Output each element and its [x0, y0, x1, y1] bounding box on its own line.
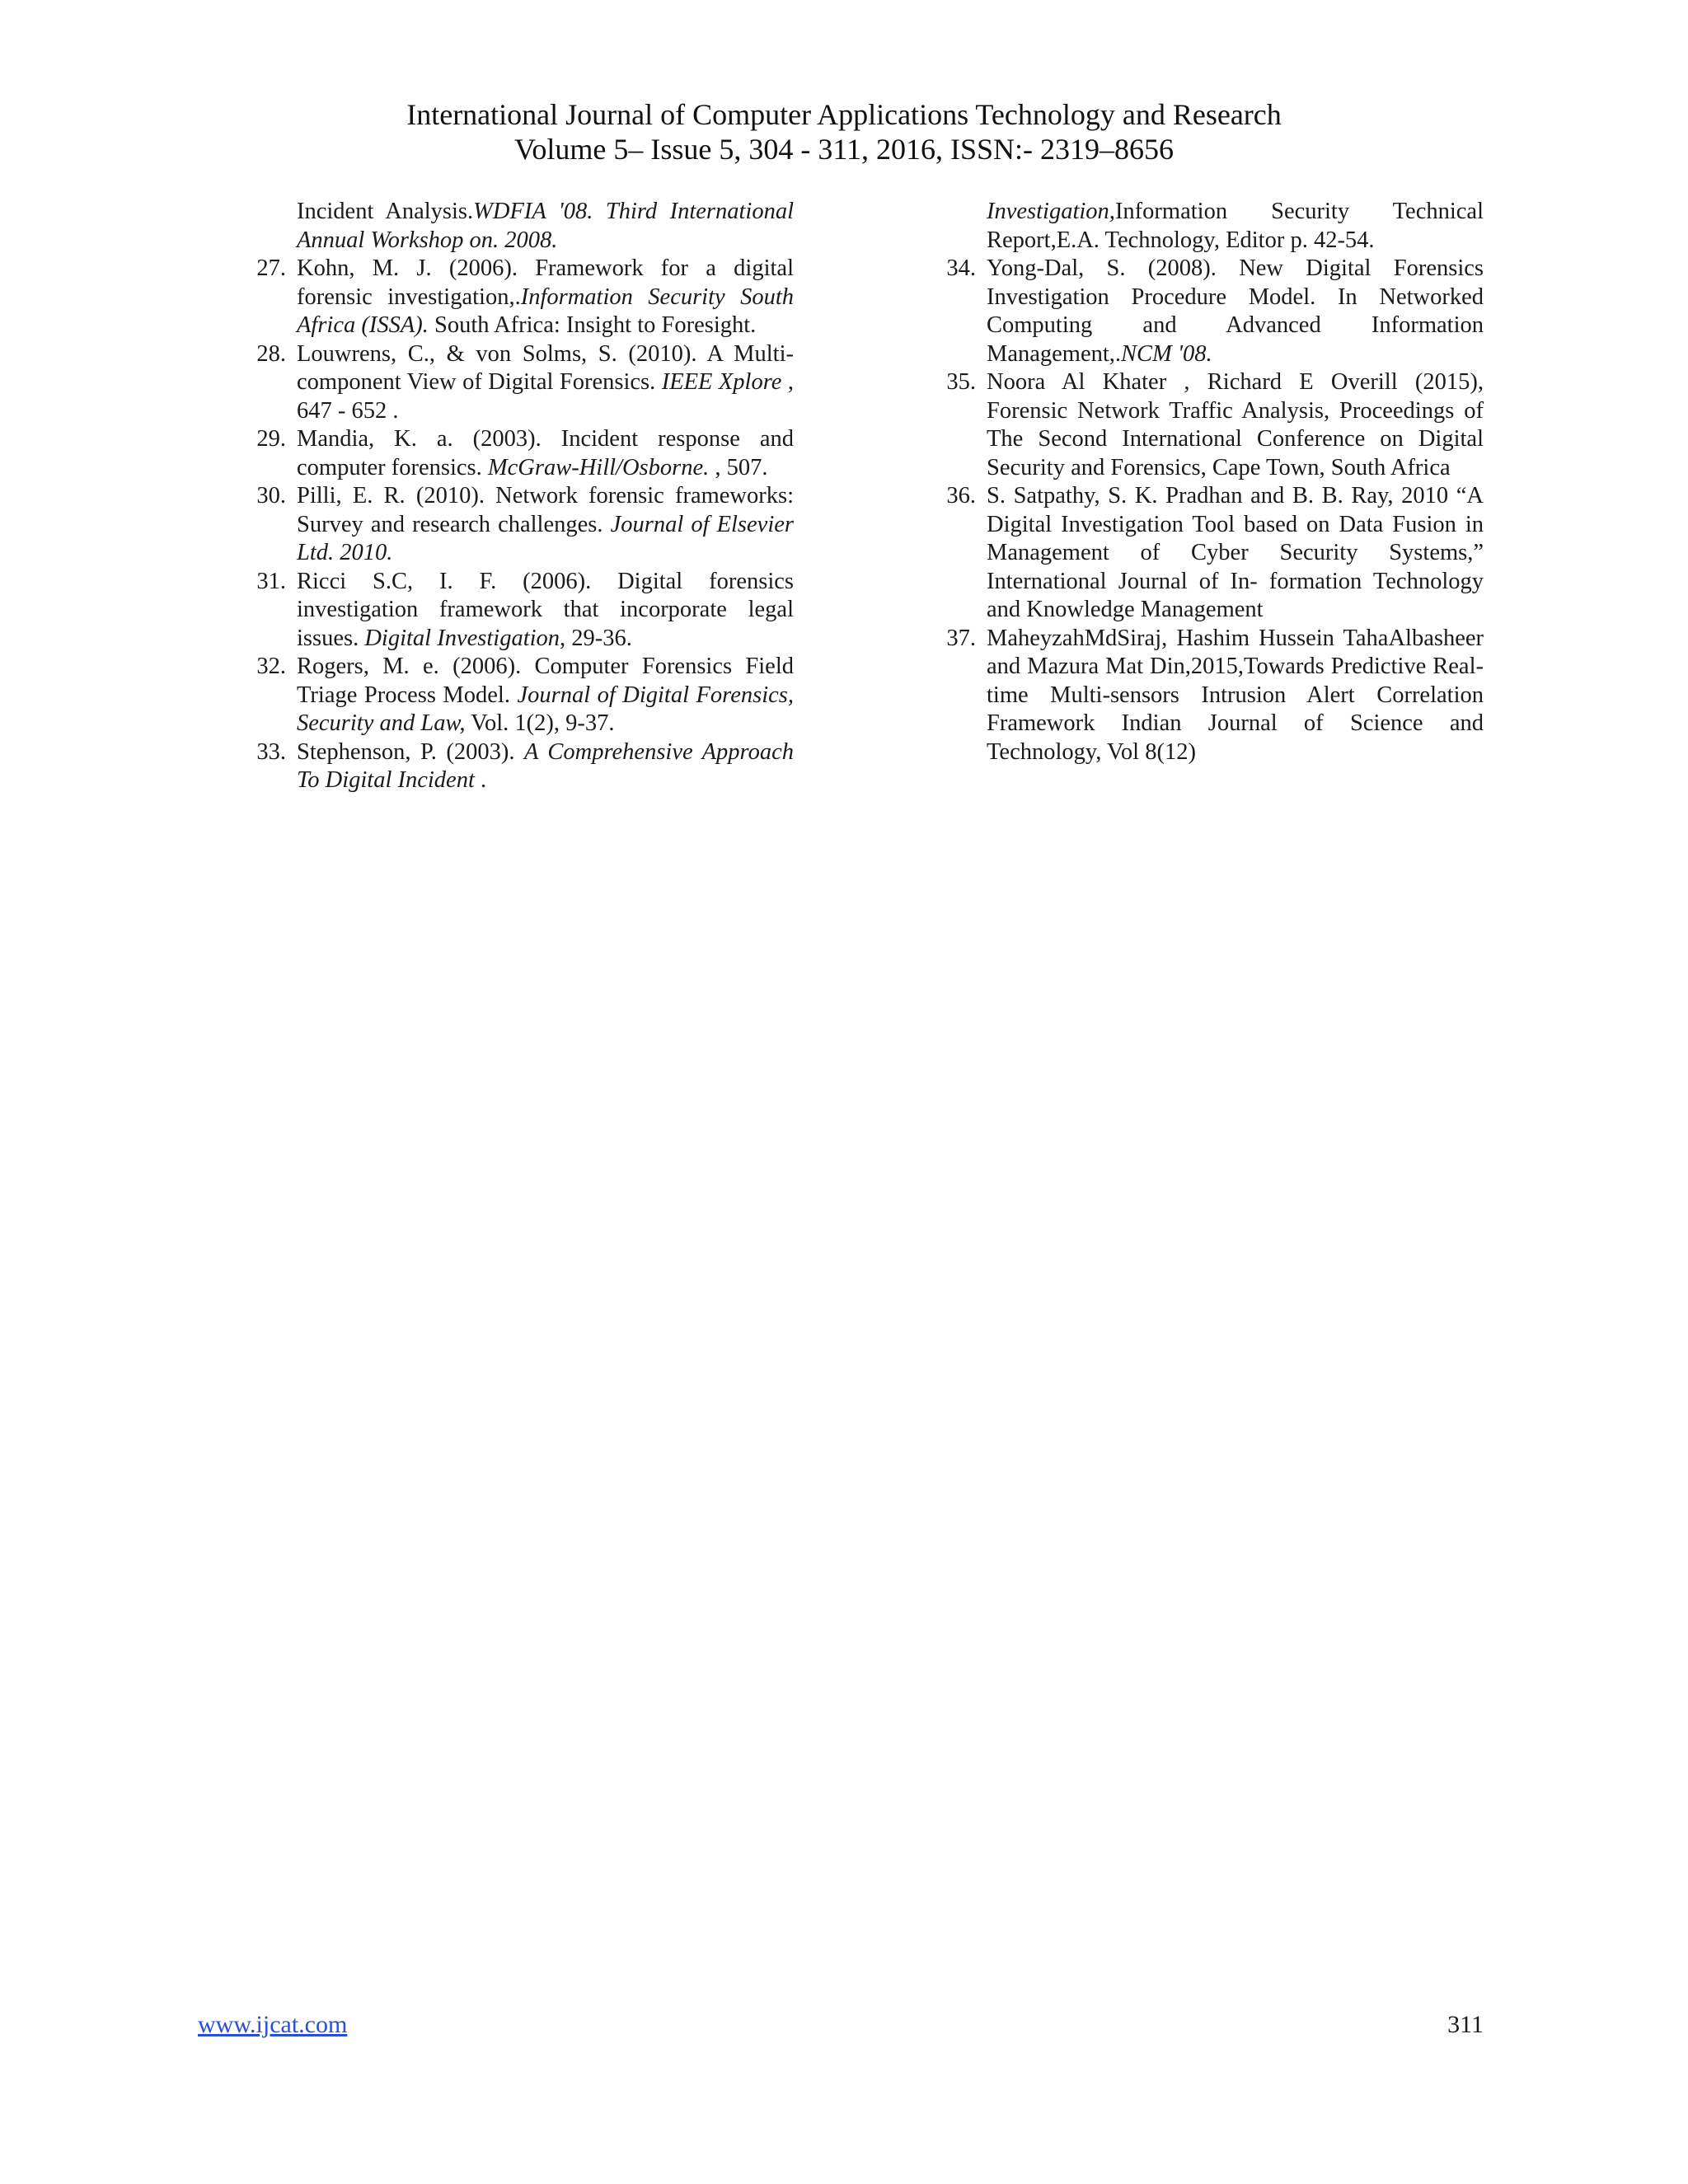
reference-number: 29. — [256, 426, 286, 452]
reference-fragment: Rogers, M. e. (2006). Computer Forensics Field Triage Process Model. — [297, 654, 794, 708]
reference-number: 33. — [256, 738, 286, 765]
reference-fragment: Mandia, K. a. (2003). Incident response and computer forensics. — [297, 426, 794, 480]
reference-fragment: Vol. 1(2), 9-37. — [465, 710, 615, 736]
reference-fragment: South Africa: Insight to Foresight. — [428, 312, 757, 338]
reference-item — [243, 653, 794, 738]
reference-italic-fragment: NCM '08. — [1121, 340, 1212, 367]
journal-volume-info: Volume 5– Issue 5, 304 - 311, 2016, ISSN:- 2319–8656 — [514, 133, 1174, 166]
reference-text — [987, 255, 1484, 367]
reference-fragment: Kohn, M. J. (2006). Framework for a digital forensic investigation,. — [297, 255, 794, 310]
reference-italic-fragment: WDFIA '08. Third International Annual Workshop on. 2008. — [297, 199, 794, 253]
reference-number: 27. — [256, 255, 286, 281]
reference-item — [243, 340, 794, 426]
reference-fragment: , 29-36. — [560, 625, 632, 651]
reference-fragment: , 647 - 652 . — [297, 369, 795, 424]
reference-item — [243, 738, 794, 795]
references-column-left — [243, 198, 794, 795]
reference-item — [243, 482, 794, 568]
journal-website-link[interactable]: www.ijcat.com — [198, 2011, 348, 2038]
reference-fragment: Ricci S.C, I. F. (2006). Digital forensics investigation framework that incorporate legal issues. — [297, 568, 794, 651]
references-column-right — [933, 198, 1484, 766]
reference-fragment: S. Satpathy, S. K. Pradhan and B. B. Ray, 2010 “A Digital Investigation Tool based on Data Fusion in Management of Cyber Security Systems,” International Journal of In- formation Technology and Knowledge Management — [987, 483, 1484, 622]
reference-fragment: Pilli, E. R. (2010). Network forensic frameworks: Survey and research challenges. — [297, 483, 794, 537]
reference-item — [933, 368, 1484, 482]
reference-text — [297, 199, 794, 253]
reference-text — [987, 626, 1484, 765]
reference-number: 31. — [256, 568, 286, 594]
reference-item — [243, 255, 794, 340]
reference-text — [987, 199, 1484, 253]
reference-italic-fragment: A Comprehensive Approach To Digital Incident — [297, 738, 794, 793]
reference-item — [243, 198, 794, 255]
reference-fragment: Stephenson, P. (2003). — [297, 738, 524, 765]
reference-number: 34. — [946, 255, 976, 281]
reference-number: 32. — [256, 654, 286, 679]
reference-fragment: Information Security Technical Report,E.A. Technology, Editor p. 42-54. — [987, 199, 1484, 253]
reference-item — [933, 255, 1484, 368]
reference-italic-fragment: Investigation, — [987, 199, 1115, 224]
reference-item — [243, 568, 794, 654]
reference-text — [297, 426, 794, 480]
reference-text — [297, 739, 794, 794]
reference-fragment: . — [474, 767, 487, 793]
journal-title: International Journal of Computer Applications Technology and Research — [406, 98, 1282, 131]
reference-italic-fragment: IEEE Xplore — [661, 369, 782, 395]
reference-number: 37. — [946, 625, 976, 651]
reference-item — [243, 425, 794, 482]
reference-number: 36. — [946, 483, 976, 509]
reference-item — [933, 198, 1484, 255]
reference-text — [297, 255, 794, 338]
reference-italic-fragment: Journal of Digital Forensics, Security and Law, — [297, 682, 794, 736]
reference-number: 30. — [256, 483, 286, 509]
reference-italic-fragment: Journal of Elsevier Ltd. 2010. — [297, 511, 794, 565]
reference-text — [987, 483, 1484, 622]
reference-fragment: Incident Analysis. — [297, 199, 474, 224]
reference-number: 28. — [256, 340, 286, 367]
reference-text — [297, 569, 794, 651]
reference-text — [297, 654, 794, 736]
reference-italic-fragment: Digital Investigation — [364, 625, 560, 651]
reference-item — [933, 482, 1484, 625]
reference-item — [933, 625, 1484, 767]
reference-text — [297, 341, 794, 424]
reference-fragment: Yong-Dal, S. (2008). New Digital Forensics Investigation Procedure Model. In Networked Computing and Advanced Information Management,. — [987, 255, 1484, 367]
reference-fragment: Louwrens, C., & von Solms, S. (2010). A Multi-component View of Digital Forensics. — [297, 340, 794, 395]
journal-header — [0, 97, 1688, 166]
reference-number: 35. — [946, 369, 976, 395]
reference-text — [987, 369, 1484, 480]
reference-fragment: Noora Al Khater , Richard E Overill (2015), Forensic Network Traffic Analysis, Proceedings of The Second International Conference on Digital Security and Forensics, Cape Town, South Africa — [987, 369, 1484, 480]
reference-italic-fragment: Information Security South Africa (ISSA). — [297, 284, 794, 338]
reference-text — [297, 483, 794, 565]
reference-italic-fragment: McGraw-Hill/Osborne. — [487, 454, 710, 480]
reference-fragment: MaheyzahMdSiraj, Hashim Hussein TahaAlbasheer and Mazura Mat Din,2015,Towards Predictive Real-time Multi-sensors Intrusion Alert Correlation Framework Indian Journal of Science and Technology, Vol 8(12) — [987, 625, 1484, 765]
page-number: 311 — [1447, 2011, 1484, 2038]
reference-fragment: , 507. — [709, 454, 768, 480]
